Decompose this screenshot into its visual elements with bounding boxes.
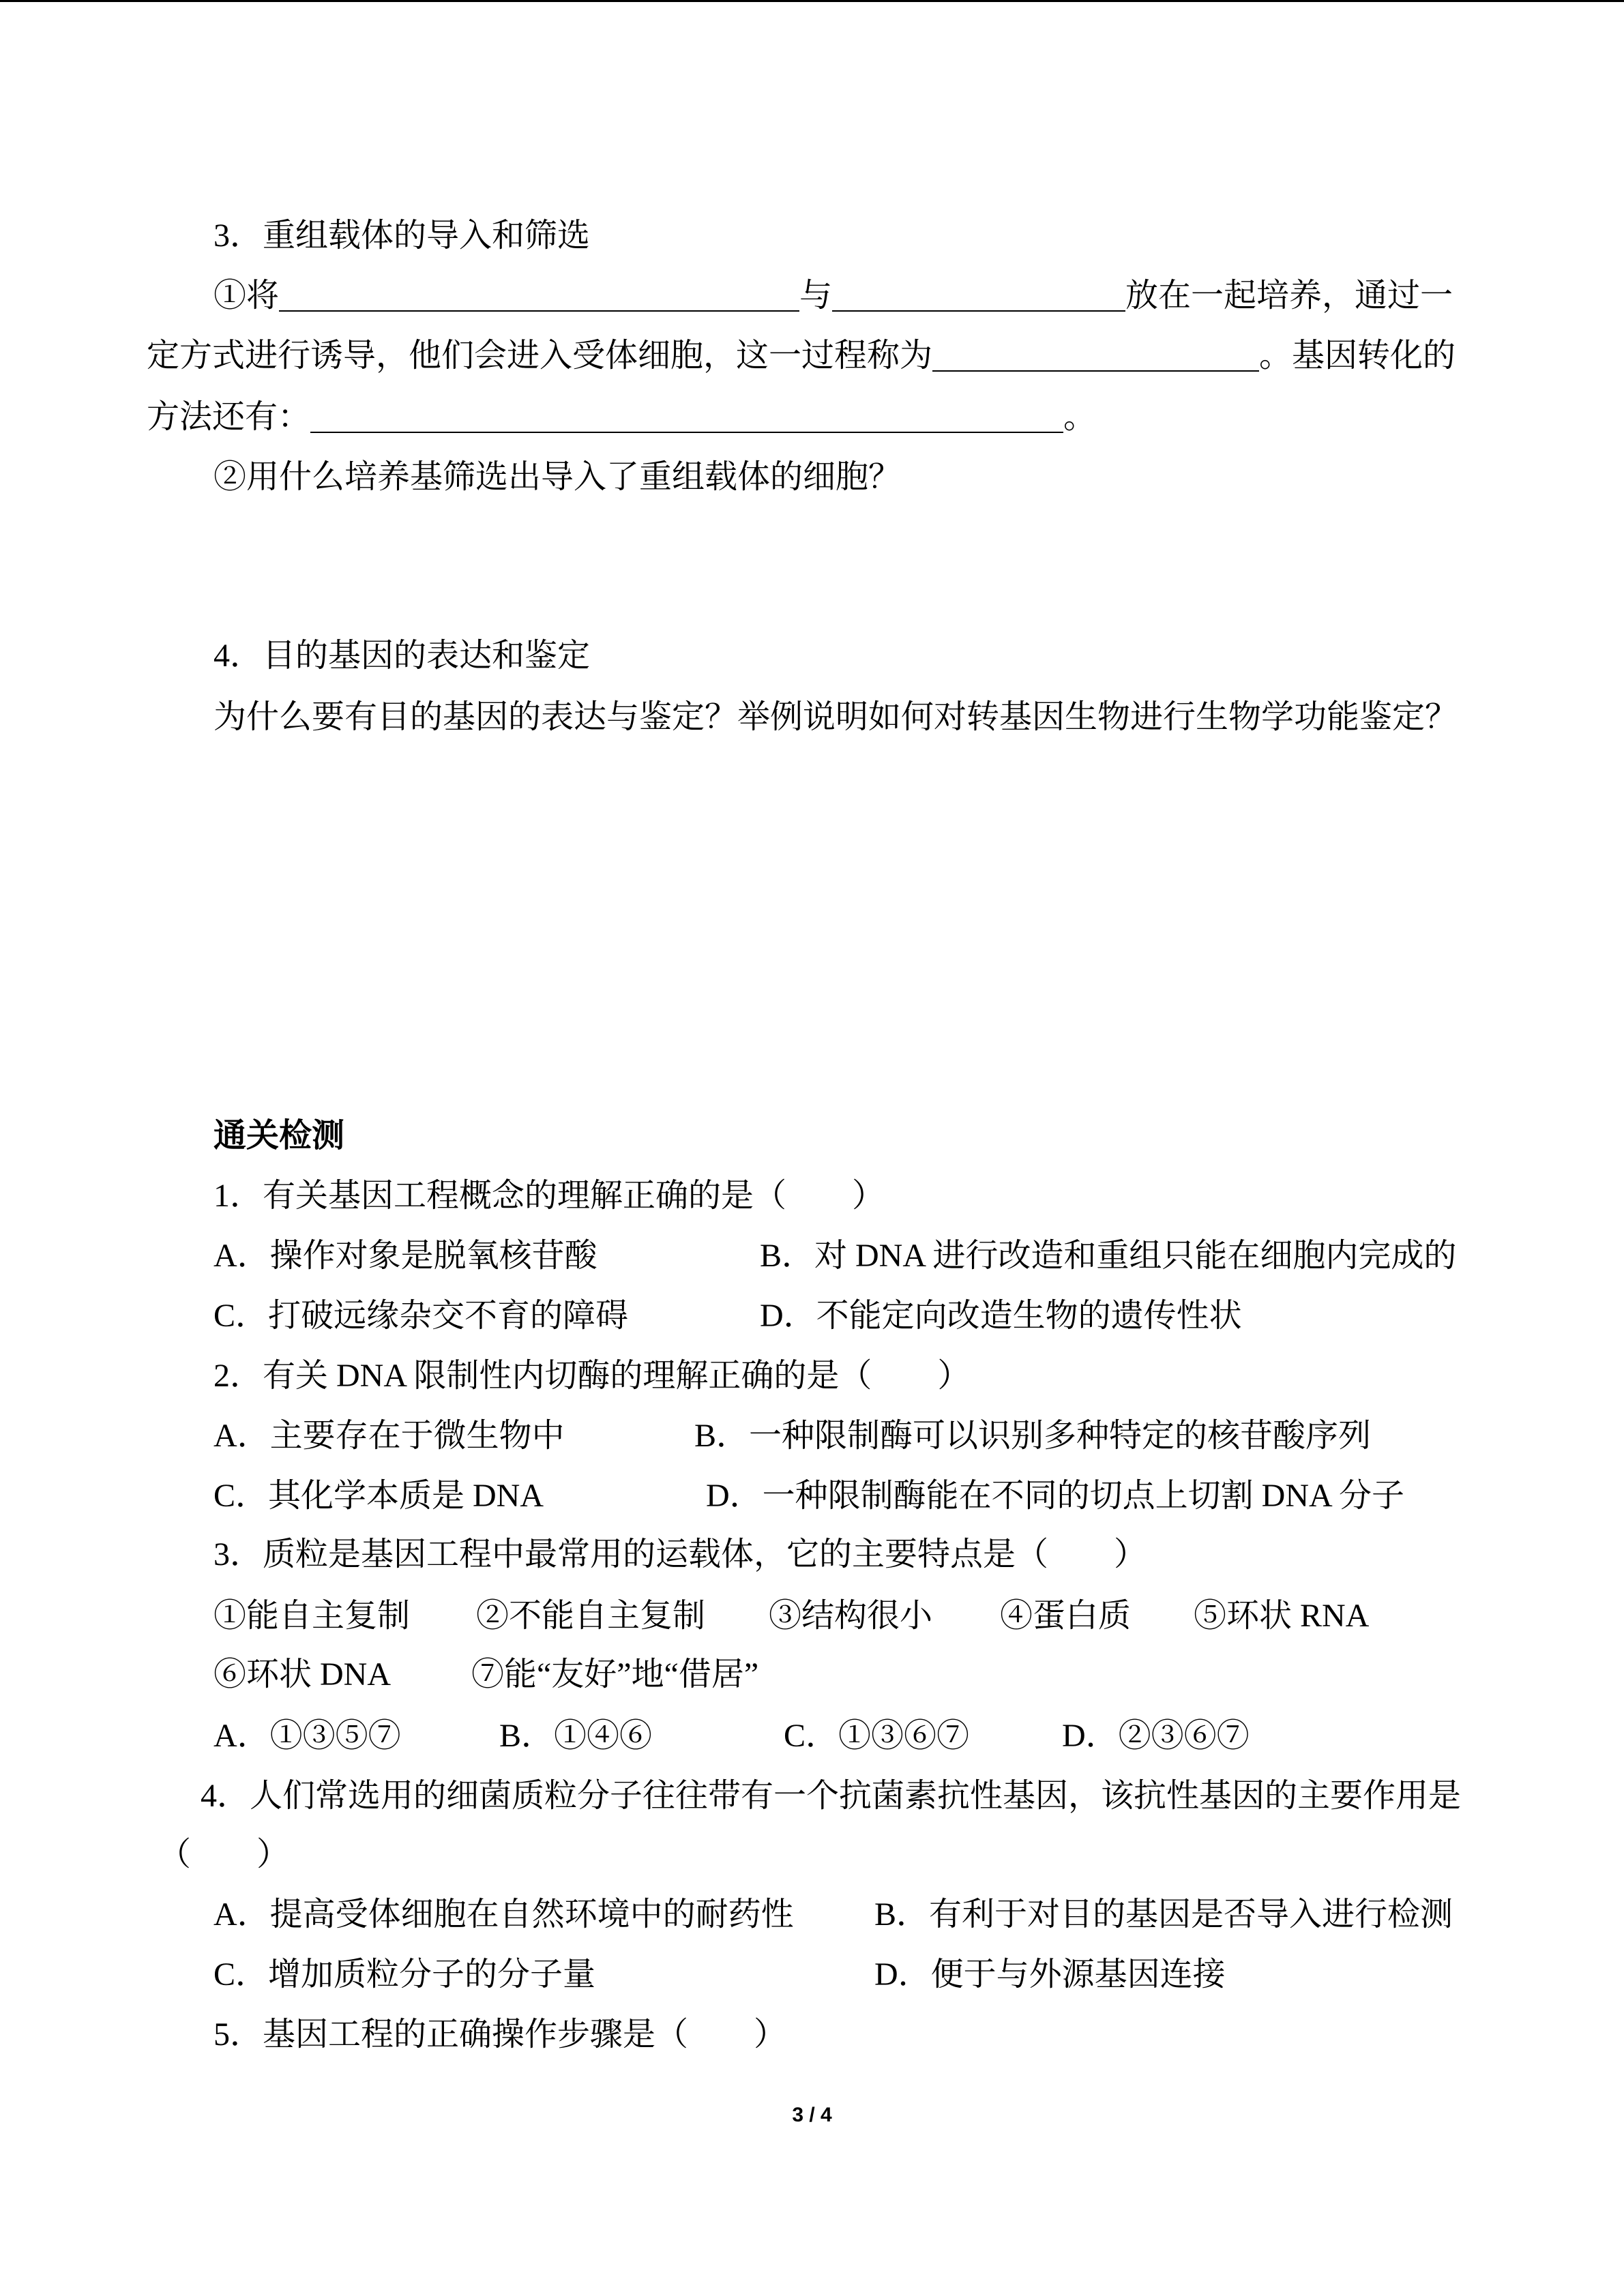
top-border-line: [0, 0, 1624, 2]
answer-blank: [310, 432, 1063, 433]
answer-blank: [279, 310, 799, 312]
question-1-option-d: D．不能定向改造生物的遗传性状: [760, 1298, 1242, 1334]
question-4-stem: 4．人们常选用的细菌质粒分子往往带有一个抗菌素抗性基因，该抗性基因的主要作用是: [201, 1778, 1462, 1814]
question-3-item: ①能自主复制: [213, 1598, 411, 1634]
fill-in-line-3: [147, 398, 1096, 437]
question-3-item: ⑤环状 RNA: [1194, 1598, 1370, 1634]
answer-blank: [832, 310, 1125, 312]
question-2-option-b: B．一种限制酶可以识别多种特定的核苷酸序列: [694, 1418, 1372, 1454]
question-2-stem: 2．有关 DNA 限制性内切酶的理解正确的是（ ）: [213, 1358, 971, 1394]
text-segment: 。: [1063, 399, 1097, 435]
question-5-stem: 5．基因工程的正确操作步骤是（ ）: [213, 2016, 787, 2053]
question-1-option-b: B．对 DNA 进行改造和重组只能在细胞内完成的: [760, 1238, 1457, 1274]
question-4-answer-bracket: （ ）: [158, 1836, 290, 1873]
question-3-item: ⑦能“友好”地“借居”: [471, 1656, 759, 1693]
quiz-title: 通关检测: [213, 1118, 345, 1154]
text-segment: 与: [799, 278, 833, 314]
question-4-option-c: C．增加质粒分子的分子量: [213, 1956, 596, 1993]
question-4-option-a: A．提高受体细胞在自然环境中的耐药性: [213, 1896, 794, 1933]
question-3-item: ④蛋白质: [1000, 1598, 1132, 1634]
question-1-option-a: A．操作对象是脱氧核苷酸: [213, 1238, 597, 1274]
fill-in-line-2: [147, 336, 1456, 376]
question-3-option-b: B．①④⑥: [499, 1718, 653, 1754]
text-segment: ①将: [213, 278, 280, 314]
question-3-item: ⑥环状 DNA: [213, 1656, 391, 1693]
question-4-option-d: D．便于与外源基因连接: [874, 1956, 1226, 1993]
question-3-option-d: D．②③⑥⑦: [1062, 1718, 1250, 1754]
question-3-item: ③结构很小: [769, 1598, 933, 1634]
question-2-option-d: D．一种限制酶能在不同的切点上切割 DNA 分子: [706, 1478, 1405, 1514]
question-3-stem: 3．质粒是基因工程中最常用的运载体，它的主要特点是（ ）: [213, 1536, 1147, 1572]
text-segment: 方法还有：: [147, 399, 311, 435]
section3-question-2: ②用什么培养基筛选出导入了重组载体的细胞？: [213, 459, 902, 495]
answer-blank: [932, 370, 1259, 372]
section3-heading: 3．重组载体的导入和筛选: [213, 218, 591, 254]
question-2-option-a: A．主要存在于微生物中: [213, 1418, 565, 1454]
text-segment: 放在一起培养，通过一: [1125, 278, 1453, 314]
question-3-option-c: C．①③⑥⑦: [784, 1718, 970, 1754]
page-number: 3 / 4: [792, 2104, 832, 2126]
text-segment: 定方式进行诱导，他们会进入受体细胞，这一过程称为: [147, 338, 933, 374]
question-3-option-a: A．①③⑤⑦: [213, 1718, 401, 1754]
fill-in-line-1: [213, 276, 1453, 316]
question-1-stem: 1．有关基因工程概念的理解正确的是（ ）: [213, 1178, 885, 1214]
text-segment: 。基因转化的: [1259, 338, 1456, 374]
section4-question: 为什么要有目的基因的表达与鉴定？举例说明如何对转基因生物进行生物学功能鉴定？: [213, 699, 1458, 735]
question-4-option-b: B．有利于对目的基因是否导入进行检测: [874, 1896, 1453, 1933]
question-3-item: ②不能自主复制: [476, 1598, 706, 1634]
section4-heading: 4．目的基因的表达和鉴定: [213, 638, 591, 674]
question-1-option-c: C．打破远缘杂交不育的障碍: [213, 1298, 629, 1334]
question-2-option-c: C．其化学本质是 DNA: [213, 1478, 544, 1514]
